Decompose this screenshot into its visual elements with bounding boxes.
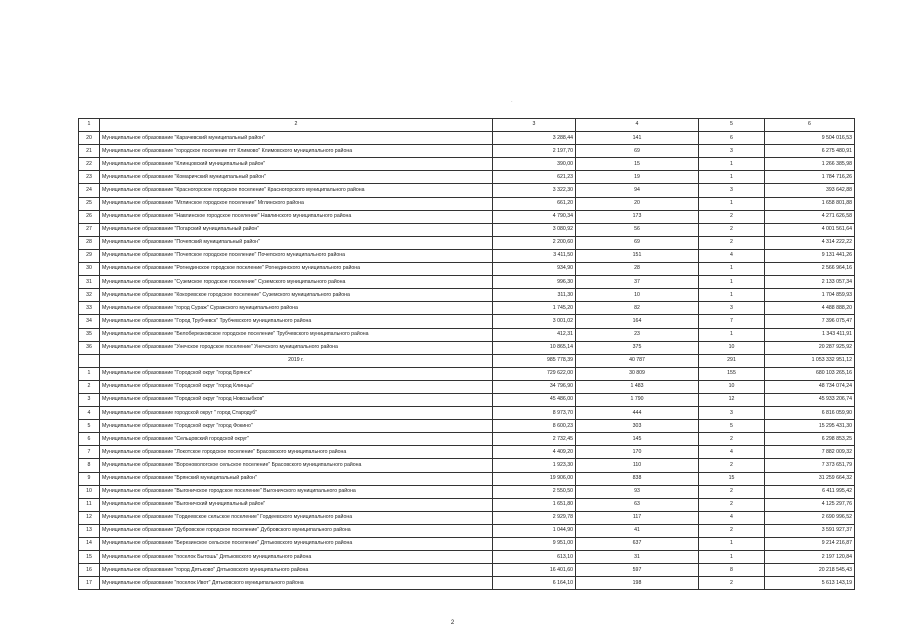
- table-row: [79, 564, 855, 577]
- table-row: [79, 485, 855, 498]
- table-cell: 680 103 265,16: [765, 367, 855, 380]
- table-cell: 1 745,20: [493, 302, 576, 315]
- table-cell: Муниципальное образование "Суземское городское поселение" Суземского муниципального района: [100, 276, 493, 289]
- table-cell: 10: [699, 341, 765, 354]
- table-cell: 36: [79, 341, 100, 354]
- data-table: [78, 118, 855, 590]
- table-row: [79, 249, 855, 262]
- table-cell: 7: [79, 446, 100, 459]
- table-cell: 13: [79, 524, 100, 537]
- table-cell: 1: [699, 158, 765, 171]
- table-cell: 2: [699, 459, 765, 472]
- table-row: [79, 236, 855, 249]
- table-cell: Муниципальное образование "Город Трубчевск" Трубчевского муниципального района: [100, 315, 493, 328]
- table-cell: 30 809: [576, 367, 699, 380]
- table-cell: 2 566 964,16: [765, 263, 855, 276]
- table-cell: Муниципальное образование "городское поселение пгт Климово" Климовского муниципального района: [100, 145, 493, 158]
- table-cell: 41: [576, 524, 699, 537]
- table-cell: 2: [79, 380, 100, 393]
- table-row: [79, 380, 855, 393]
- table-cell: Муниципальное образование "Почепское городское поселение" Почепского муниципального района: [100, 249, 493, 262]
- table-cell: 40 787: [576, 354, 699, 367]
- table-cell: 2 690 996,52: [765, 511, 855, 524]
- table-cell: 10: [699, 380, 765, 393]
- table-cell: Муниципальное образование "поселок Ивот" Дятьковского муниципального района: [100, 577, 493, 590]
- table-row: [79, 210, 855, 223]
- table-cell: 170: [576, 446, 699, 459]
- table-cell: 1 658 801,88: [765, 197, 855, 210]
- table-cell: 1: [699, 538, 765, 551]
- table-cell: Муниципальное образование "Дубровское городское поселение" Дубровского муниципального района: [100, 524, 493, 537]
- table-cell: Муниципальное образование "Брянский муниципальный район": [100, 472, 493, 485]
- table-cell: 10 865,14: [493, 341, 576, 354]
- table-cell: 4: [699, 511, 765, 524]
- table-cell: 23: [79, 171, 100, 184]
- table-cell: 6 411 995,42: [765, 485, 855, 498]
- table-cell: 28: [576, 263, 699, 276]
- year-total-row: [79, 354, 855, 367]
- table-row: [79, 420, 855, 433]
- table-cell: 2 197 120,84: [765, 551, 855, 564]
- column-header: 3: [493, 119, 576, 132]
- table-cell: Муниципальное образование "Погарский муниципальный район": [100, 223, 493, 236]
- table-cell: 6 275 480,91: [765, 145, 855, 158]
- table-cell: 19: [576, 171, 699, 184]
- table-cell: Муниципальное образование "Городской округ "город Клинцы": [100, 380, 493, 393]
- table-cell: 3 288,44: [493, 132, 576, 145]
- column-header: 2: [100, 119, 493, 132]
- table-cell: 3: [699, 302, 765, 315]
- table-cell: 311,30: [493, 289, 576, 302]
- table-cell: 173: [576, 210, 699, 223]
- table-cell: 2: [699, 577, 765, 590]
- table-cell: 3 080,92: [493, 223, 576, 236]
- table-cell: Муниципальное образование "Белоберезковское городское поселение" Трубчевского муниципального района: [100, 328, 493, 341]
- table-cell: 7: [699, 315, 765, 328]
- table-cell: 3 322,30: [493, 184, 576, 197]
- table-cell: 48 734 074,24: [765, 380, 855, 393]
- table-cell: 94: [576, 184, 699, 197]
- table-row: [79, 158, 855, 171]
- table-cell: 23: [576, 328, 699, 341]
- table-cell: Муниципальное образование "Красногорское городское поселение" Красногорского муниципального района: [100, 184, 493, 197]
- table-cell: 145: [576, 433, 699, 446]
- table-cell: 6 298 853,25: [765, 433, 855, 446]
- table-row: [79, 498, 855, 511]
- table-row: [79, 524, 855, 537]
- table-row: [79, 433, 855, 446]
- table-cell: Муниципальное образование "Карачевский муниципальный район": [100, 132, 493, 145]
- table-row: [79, 459, 855, 472]
- table-cell: 9 504 016,53: [765, 132, 855, 145]
- table-cell: 63: [576, 498, 699, 511]
- table-cell: 31 259 664,32: [765, 472, 855, 485]
- table-cell: 25: [79, 197, 100, 210]
- table-cell: 838: [576, 472, 699, 485]
- table-cell: 7 882 009,32: [765, 446, 855, 459]
- table-cell: 45 486,00: [493, 393, 576, 406]
- column-header: 4: [576, 119, 699, 132]
- table-cell: 2 929,78: [493, 511, 576, 524]
- table-row: [79, 367, 855, 380]
- table-cell: 1: [699, 171, 765, 184]
- table-cell: 15: [576, 158, 699, 171]
- table-cell: 9 131 441,26: [765, 249, 855, 262]
- table-row: [79, 145, 855, 158]
- table-cell: 1 044,90: [493, 524, 576, 537]
- table-cell: Муниципальное образование "город Сураж" Суражского муниципального района: [100, 302, 493, 315]
- table-cell: Муниципальное образование "Мглинское городское поселение" Мглинского района: [100, 197, 493, 210]
- table-row: [79, 393, 855, 406]
- table-cell: 597: [576, 564, 699, 577]
- table-cell: 9 214 216,87: [765, 538, 855, 551]
- table-cell: 390,00: [493, 158, 576, 171]
- table-cell: Муниципальное образование "Гордеевское сельское поселение" Гордеевского муниципального района: [100, 511, 493, 524]
- table-cell: 29: [79, 249, 100, 262]
- table-cell: 393 642,88: [765, 184, 855, 197]
- table-row: [79, 132, 855, 145]
- table-cell: 1 483: [576, 380, 699, 393]
- table-cell: 2: [699, 433, 765, 446]
- table-cell: 155: [699, 367, 765, 380]
- table-cell: Муниципальное образование "Навлинское городское поселение" Навлинского муниципального района: [100, 210, 493, 223]
- table-cell: 4 790,34: [493, 210, 576, 223]
- table-row: [79, 511, 855, 524]
- table-cell: 1 343 411,91: [765, 328, 855, 341]
- table-cell: 198: [576, 577, 699, 590]
- table-cell: 1 784 716,26: [765, 171, 855, 184]
- table-cell: 93: [576, 485, 699, 498]
- table-cell: 14: [79, 538, 100, 551]
- table-cell: 4: [699, 249, 765, 262]
- table-cell: 151: [576, 249, 699, 262]
- table-cell: 5 613 143,19: [765, 577, 855, 590]
- table-cell: 1: [79, 367, 100, 380]
- column-header: 5: [699, 119, 765, 132]
- table-cell: 15: [699, 472, 765, 485]
- table-cell: 35: [79, 328, 100, 341]
- table-cell: Муниципальное образование "Выгоничский муниципальный район": [100, 498, 493, 511]
- table-cell: 33: [79, 302, 100, 315]
- table-cell: 6 164,10: [493, 577, 576, 590]
- table-cell: 20 287 925,92: [765, 341, 855, 354]
- table-row: [79, 184, 855, 197]
- table-cell: 10: [576, 289, 699, 302]
- table-cell: 637: [576, 538, 699, 551]
- table-cell: 24: [79, 184, 100, 197]
- table-cell: 31: [576, 551, 699, 564]
- table-cell: 1 704 859,93: [765, 289, 855, 302]
- table-cell: 4 271 626,58: [765, 210, 855, 223]
- table-cell: Муниципальное образование "Комаричский муниципальный район": [100, 171, 493, 184]
- table-cell: 613,10: [493, 551, 576, 564]
- table-cell: 7 396 075,47: [765, 315, 855, 328]
- table-cell: Муниципальное образование "Локотское городское поселение" Брасовского муниципального района: [100, 446, 493, 459]
- page-mark: ·: [511, 99, 513, 105]
- table-row: [79, 341, 855, 354]
- table-row: [79, 276, 855, 289]
- table-cell: Муниципальное образование "Выгоничское городское поселение" Выгоничского муниципального района: [100, 485, 493, 498]
- table-cell: 19 906,00: [493, 472, 576, 485]
- table-cell: Муниципальное образование "Сельцовский городской округ": [100, 433, 493, 446]
- table-cell: 2: [699, 210, 765, 223]
- table-cell: 1 266 385,98: [765, 158, 855, 171]
- table-row: [79, 577, 855, 590]
- table-cell: 2: [699, 223, 765, 236]
- table-cell: 16 401,60: [493, 564, 576, 577]
- table-cell: 1 651,80: [493, 498, 576, 511]
- table-cell: 8: [699, 564, 765, 577]
- column-header: 1: [79, 119, 100, 132]
- table-cell: 444: [576, 407, 699, 420]
- table-cell: Муниципальное образование "Кокоревское городское поселение" Суземского муниципального района: [100, 289, 493, 302]
- table-cell: 82: [576, 302, 699, 315]
- table-cell: 7 373 651,79: [765, 459, 855, 472]
- table-row: [79, 289, 855, 302]
- table-cell: 141: [576, 132, 699, 145]
- header-row: [79, 119, 855, 132]
- table-cell: 15: [79, 551, 100, 564]
- table-cell: 4: [79, 407, 100, 420]
- table-cell: 34: [79, 315, 100, 328]
- table-cell: 4 488 888,20: [765, 302, 855, 315]
- table-cell: 3: [699, 184, 765, 197]
- table-row: [79, 407, 855, 420]
- column-header: 6: [765, 119, 855, 132]
- table-cell: 110: [576, 459, 699, 472]
- table-cell: 26: [79, 210, 100, 223]
- table-cell: 1: [699, 328, 765, 341]
- table-row: [79, 263, 855, 276]
- table-row: [79, 551, 855, 564]
- table-cell: 375: [576, 341, 699, 354]
- table-cell: 4 125 297,76: [765, 498, 855, 511]
- table-cell: 22: [79, 158, 100, 171]
- table-cell: 3 411,50: [493, 249, 576, 262]
- table-cell: 412,31: [493, 328, 576, 341]
- table-cell: 6: [79, 433, 100, 446]
- page-number: 2: [450, 620, 455, 626]
- table-cell: 934,90: [493, 263, 576, 276]
- table-cell: 37: [576, 276, 699, 289]
- table-cell: 6: [699, 132, 765, 145]
- table-cell: 996,30: [493, 276, 576, 289]
- table-cell: 3: [699, 407, 765, 420]
- table-cell: 12: [79, 511, 100, 524]
- table-cell: 9: [79, 472, 100, 485]
- table-cell: 17: [79, 577, 100, 590]
- table-cell: 20: [576, 197, 699, 210]
- table-cell: 621,23: [493, 171, 576, 184]
- table-cell: 303: [576, 420, 699, 433]
- table-row: [79, 446, 855, 459]
- table-cell: Муниципальное образование "город Дятьково" Дятьковского муниципального района: [100, 564, 493, 577]
- table-cell: 1 790: [576, 393, 699, 406]
- table-cell: Муниципальное образование "Рогнединское городское поселение" Рогнединского муниципального района: [100, 263, 493, 276]
- table-cell: 2: [699, 524, 765, 537]
- table-cell: 2 197,70: [493, 145, 576, 158]
- table-cell: 15 295 431,30: [765, 420, 855, 433]
- table-row: [79, 302, 855, 315]
- table-cell: 117: [576, 511, 699, 524]
- table-cell: 2 550,50: [493, 485, 576, 498]
- table-cell: 56: [576, 223, 699, 236]
- table-cell: 34 796,90: [493, 380, 576, 393]
- table-row: [79, 472, 855, 485]
- table-cell: 1: [699, 197, 765, 210]
- table-cell: 1: [699, 551, 765, 564]
- table-cell: 2: [699, 236, 765, 249]
- table-cell: 2 732,45: [493, 433, 576, 446]
- table-cell: Муниципальное образование "Городской округ "город Новозыбков": [100, 393, 493, 406]
- table-cell: 8: [79, 459, 100, 472]
- table-cell: 28: [79, 236, 100, 249]
- table-cell: 1: [699, 263, 765, 276]
- table-cell: 8 973,70: [493, 407, 576, 420]
- table-cell: 11: [79, 498, 100, 511]
- table-cell: [79, 354, 100, 367]
- table-cell: 5: [79, 420, 100, 433]
- table-row: [79, 538, 855, 551]
- table-cell: Муниципальное образование "Березинское сельское поселение" Дятьковского муниципального района: [100, 538, 493, 551]
- table-cell: 27: [79, 223, 100, 236]
- table-cell: 9 951,00: [493, 538, 576, 551]
- table-cell: 32: [79, 289, 100, 302]
- table-row: [79, 328, 855, 341]
- table-cell: 45 933 206,74: [765, 393, 855, 406]
- table-cell: Муниципальное образование городской округ " город Стародуб": [100, 407, 493, 420]
- table-cell: Муниципальное образование "Вороновологское сельское поселение" Брасовского муниципального района: [100, 459, 493, 472]
- table-cell: 2 200,60: [493, 236, 576, 249]
- table-cell: 4 314 222,22: [765, 236, 855, 249]
- table-row: [79, 315, 855, 328]
- table-cell: 1 923,30: [493, 459, 576, 472]
- table-cell: 69: [576, 145, 699, 158]
- table-cell: Муниципальное образование "Унечское городское поселение" Унечского муниципального района: [100, 341, 493, 354]
- table-cell: 3: [79, 393, 100, 406]
- table-cell: 3 001,02: [493, 315, 576, 328]
- table-cell: 729 622,00: [493, 367, 576, 380]
- table-cell: 2 133 057,34: [765, 276, 855, 289]
- table-cell: 1: [699, 276, 765, 289]
- table-cell: 291: [699, 354, 765, 367]
- table-cell: 2019 г.: [100, 354, 493, 367]
- table-cell: Муниципальное образование "Городской округ "город Фокино": [100, 420, 493, 433]
- table-cell: 6 816 059,90: [765, 407, 855, 420]
- table-cell: 12: [699, 393, 765, 406]
- table-cell: 5: [699, 420, 765, 433]
- table-cell: 20 218 545,43: [765, 564, 855, 577]
- table-cell: 10: [79, 485, 100, 498]
- table-cell: 661,20: [493, 197, 576, 210]
- table-cell: 4 409,20: [493, 446, 576, 459]
- table-cell: 1 053 332 951,12: [765, 354, 855, 367]
- table-cell: 2: [699, 485, 765, 498]
- table-cell: Муниципальное образование "Почепский муниципальный район": [100, 236, 493, 249]
- table-cell: Муниципальное образование "Клинцовский муниципальный район": [100, 158, 493, 171]
- table-cell: 2: [699, 498, 765, 511]
- table-cell: Муниципальное образование "поселок Бытошь" Дятьковского муниципального района: [100, 551, 493, 564]
- table-cell: 3: [699, 145, 765, 158]
- table-cell: 4: [699, 446, 765, 459]
- table-row: [79, 223, 855, 236]
- table-cell: 1: [699, 289, 765, 302]
- table-cell: 21: [79, 145, 100, 158]
- table-cell: 164: [576, 315, 699, 328]
- table-cell: 69: [576, 236, 699, 249]
- table-row: [79, 171, 855, 184]
- table-cell: 3 591 927,37: [765, 524, 855, 537]
- table-cell: 20: [79, 132, 100, 145]
- table-cell: 16: [79, 564, 100, 577]
- table-cell: 4 001 561,64: [765, 223, 855, 236]
- table-cell: 985 778,39: [493, 354, 576, 367]
- table-row: [79, 197, 855, 210]
- table-cell: Муниципальное образование "Городской округ "город Брянск": [100, 367, 493, 380]
- table-cell: 31: [79, 276, 100, 289]
- table-cell: 30: [79, 263, 100, 276]
- table-cell: 8 600,23: [493, 420, 576, 433]
